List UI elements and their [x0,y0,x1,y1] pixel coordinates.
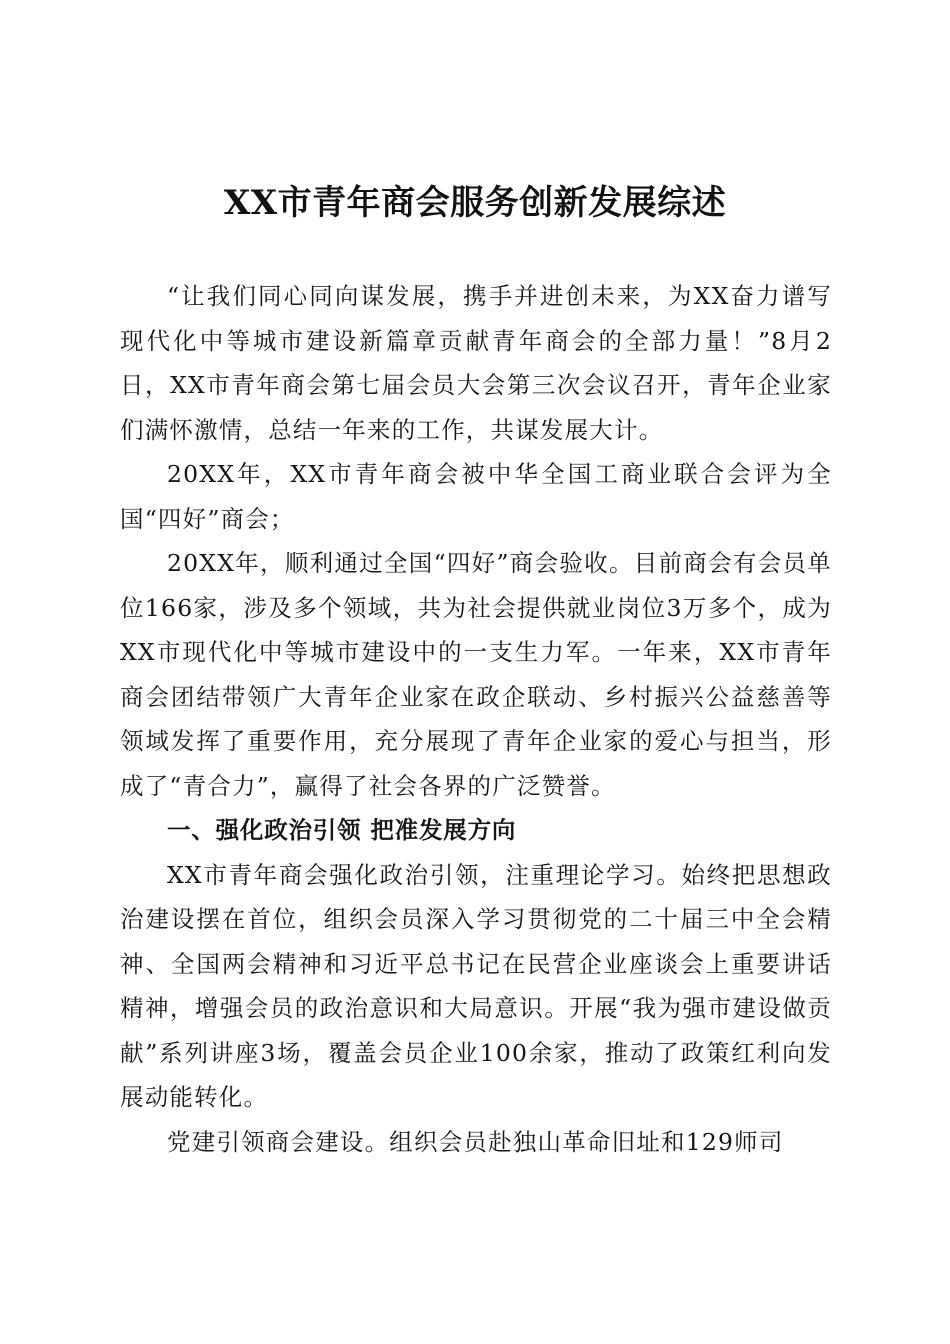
paragraph-overview: 20XX年，顺利通过全国“四好”商会验收。目前商会有会员单位166家，涉及多个领域，共为社会提供就业岗位3万多个，成为XX市现代化中等城市建设中的一支生力军。一年来，XX市青年商会团结带领广大青年企业家在政企联动、乡村振兴公益慈善等领域发挥了重要作用，充分展现了青年企业家的爱心与担当，形成了“青合力”，赢得了社会各界的广泛赞誉。 [120,549,832,800]
paragraph-party-building: 党建引领商会建设。组织会员赴独山革命旧址和129师司 [167,1127,784,1156]
section-heading: 一、强化政治引领 把准发展方向 [167,816,517,844]
paragraph-award: 20XX年，XX市青年商会被中华全国工商业联合会评为全国“四好”商会； [120,460,832,533]
document-body [120,274,832,1164]
paragraph-political-guidance: XX市青年商会强化政治引领，注重理论学习。始终把思想政治建设摆在首位，组织会员深入学习贯彻党的二十届三中全会精神、全国两会精神和习近平总书记在民营企业座谈会上重要讲话精神，增强会员的政治意识和大局意识。开展“我为强市建设做贡献”系列讲座3场，覆盖会员企业100余家，推动了政策红利向发展动能转化。 [120,860,832,1111]
paragraph-intro: “让我们同心同向谋发展，携手并进创未来，为XX奋力谱写现代化中等城市建设新篇章贡献青年商会的全部力量！”8月2日，XX市青年商会第七届会员大会第三次会议召开，青年企业家们满怀激情，总结一年来的工作，共谋发展大计。 [120,282,832,444]
document-title: XX市青年商会服务创新发展综述 [223,183,727,223]
